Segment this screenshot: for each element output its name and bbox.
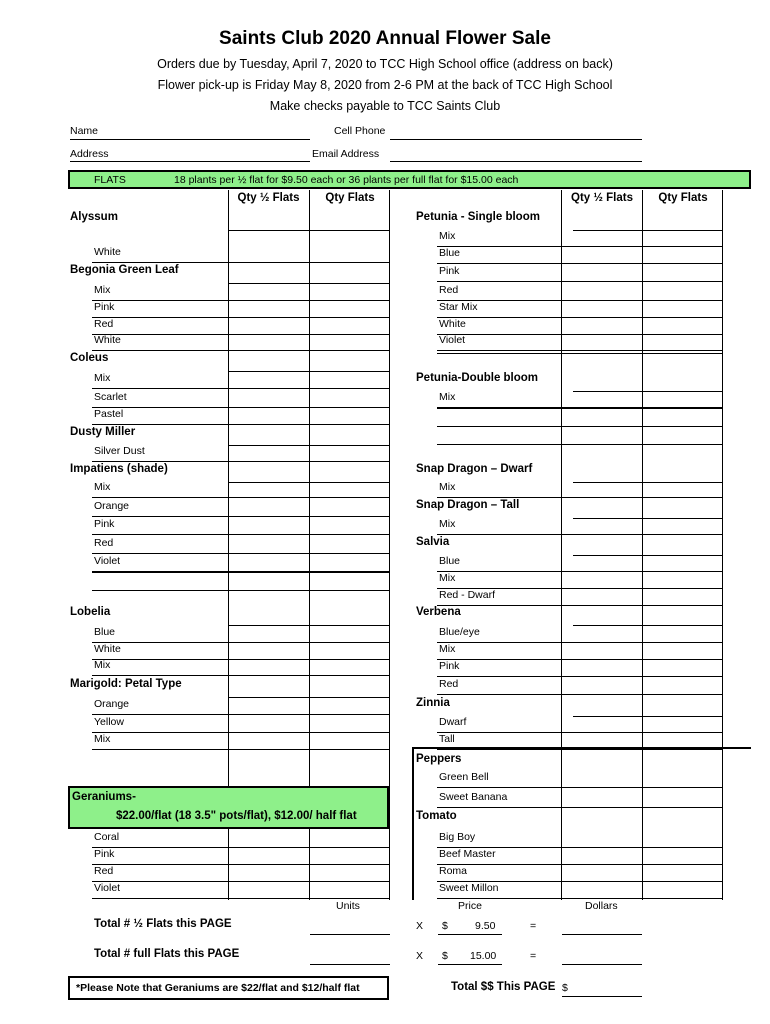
right-flower-item: Dwarf	[439, 716, 467, 728]
right-full-flats-header: Qty Flats	[658, 192, 708, 204]
right-flower-item: Blue/eye	[439, 626, 480, 638]
row-line	[92, 642, 390, 643]
full-price: 15.00	[470, 950, 497, 962]
left-flower-item: Violet	[94, 555, 121, 567]
vegetable-item: Sweet Banana	[439, 791, 508, 803]
row-line	[573, 555, 723, 556]
cell-phone-label: Cell Phone	[334, 125, 386, 137]
row-line	[92, 675, 390, 676]
flats-pricing-bar	[68, 170, 751, 189]
row-line	[92, 300, 390, 301]
vegetable-item: Roma	[439, 865, 468, 877]
right-flower-item: Mix	[439, 572, 456, 584]
left-flower-category: Impatiens (shade)	[70, 463, 168, 475]
left-flower-item: Pastel	[94, 408, 124, 420]
payment-info: Make checks payable to TCC Saints Club	[269, 99, 501, 113]
full-price-sign: $	[442, 950, 448, 962]
row-line	[92, 898, 390, 899]
row-line	[228, 283, 390, 284]
row-line	[437, 659, 723, 660]
left-flower-item: Pink	[94, 518, 115, 530]
total-half-flats-dollars[interactable]	[562, 934, 642, 935]
total-full-flats-dollars[interactable]	[562, 964, 642, 965]
left-flower-category: Alyssum	[70, 211, 118, 223]
row-line	[92, 516, 390, 517]
geranium-item: Coral	[94, 831, 120, 843]
right-flower-item: White	[439, 318, 466, 330]
page-title: Saints Club 2020 Annual Flower Sale	[219, 28, 551, 49]
right-flower-item: Mix	[439, 481, 456, 493]
left-flower-item: Scarlet	[94, 391, 127, 403]
left-flower-category: Begonia Green Leaf	[70, 264, 179, 276]
right-flower-item: Star Mix	[439, 301, 478, 313]
right-flower-category: Zinnia	[416, 697, 450, 709]
right-flower-item: Tall	[439, 733, 455, 745]
units-label: Units	[336, 900, 360, 912]
right-flower-category: Salvia	[416, 536, 450, 548]
right-flower-item: Pink	[439, 660, 460, 672]
right-flower-item: Blue	[439, 555, 461, 567]
pickup-info: Flower pick-up is Friday May 8, 2020 from 2-6 PM at the back of TCC High School	[157, 78, 613, 92]
row-line	[437, 787, 723, 788]
row-line	[92, 732, 390, 733]
row-line	[228, 230, 390, 231]
left-flower-category: Coleus	[70, 352, 109, 364]
page-total-sign: $	[562, 982, 568, 994]
vegetable-item: Sweet Millon	[439, 882, 499, 894]
right-flower-category: Verbena	[416, 606, 461, 618]
left-flower-category: Lobelia	[70, 606, 111, 618]
total-full-flats-units[interactable]	[310, 964, 390, 965]
row-line	[573, 230, 723, 231]
row-line	[92, 350, 390, 351]
blank-row-line	[437, 408, 723, 409]
half-price-sign: $	[442, 920, 448, 932]
row-line	[92, 317, 390, 318]
row-line	[92, 847, 390, 848]
right-flower-item: Red - Dwarf	[439, 589, 496, 601]
order-deadline: Orders due by Tuesday, April 7, 2020 to TCC High School office (address on back)	[157, 57, 613, 71]
row-line	[437, 334, 723, 335]
row-line	[437, 694, 723, 695]
geranium-item: Violet	[94, 882, 121, 894]
row-line	[92, 864, 390, 865]
row-line	[437, 281, 723, 282]
row-line	[573, 482, 723, 483]
left-flower-item: White	[94, 334, 121, 346]
vegetables-box	[412, 747, 751, 900]
half-price-underline	[438, 934, 502, 935]
left-full-flats-header: Qty Flats	[325, 192, 375, 204]
row-line	[92, 749, 390, 750]
row-line	[573, 625, 723, 626]
page-total-field[interactable]	[562, 996, 642, 997]
right-flower-category: Petunia - Single bloom	[416, 211, 540, 223]
row-line	[92, 262, 390, 263]
page-total-label: Total $$ This PAGE	[451, 981, 556, 993]
row-line	[437, 864, 723, 865]
geranium-note-text: *Please Note that Geraniums are $22/flat and $12/half flat	[76, 982, 360, 994]
right-flower-item: Violet	[439, 334, 466, 346]
row-line	[92, 497, 390, 498]
row-line	[437, 732, 723, 733]
geraniums-header	[68, 786, 389, 829]
row-line	[437, 350, 723, 351]
blank-row-line	[92, 572, 390, 573]
left-flower-item: White	[94, 643, 121, 655]
geranium-item: Pink	[94, 848, 115, 860]
full-price-underline	[438, 964, 502, 965]
left-flower-item: Red	[94, 318, 114, 330]
blank-row-line	[437, 426, 723, 427]
geranium-price-note	[68, 976, 389, 1000]
left-flower-item: Orange	[94, 698, 130, 710]
left-flower-item: Pink	[94, 301, 115, 313]
flats-pricing-text: 18 plants per ½ flat for $9.50 each or 36 plants per full flat for $15.00 each	[174, 174, 519, 186]
geranium-item: Red	[94, 865, 114, 877]
left-flower-item: Mix	[94, 372, 111, 384]
left-flower-item: Blue	[94, 626, 116, 638]
row-line	[92, 714, 390, 715]
row-line	[92, 334, 390, 335]
row-line	[228, 482, 390, 483]
full-x: X	[416, 950, 424, 962]
vegetable-item: Beef Master	[439, 848, 496, 860]
row-line	[228, 445, 390, 446]
row-line	[92, 659, 390, 660]
right-flower-category: Snap Dragon – Tall	[416, 499, 520, 511]
right-flower-category: Snap Dragon – Dwarf	[416, 463, 533, 475]
left-flower-item: Silver Dust	[94, 445, 145, 457]
row-line	[437, 300, 723, 301]
geraniums-price: $22.00/flat (18 3.5" pots/flat), $12.00/ half flat	[116, 810, 357, 822]
row-line	[573, 716, 723, 717]
right-flower-category: Petunia-Double bloom	[416, 372, 539, 384]
total-half-flats-units[interactable]	[310, 934, 390, 935]
dollars-label: Dollars	[585, 900, 618, 912]
row-line	[437, 317, 723, 318]
address-field[interactable]	[70, 161, 310, 162]
left-flower-item: Orange	[94, 500, 130, 512]
right-flower-item: Blue	[439, 247, 461, 259]
row-line	[573, 391, 723, 392]
row-line	[228, 697, 390, 698]
right-flower-item: Mix	[439, 391, 456, 403]
row-line	[437, 898, 723, 899]
row-line	[92, 424, 390, 425]
blank-row-line	[92, 590, 390, 591]
row-line	[92, 388, 390, 389]
left-flower-item: Mix	[94, 733, 111, 745]
right-half-flats-header: Qty ½ Flats	[571, 192, 633, 204]
left-flower-item: Yellow	[94, 716, 124, 728]
row-line	[92, 407, 390, 408]
row-line	[437, 534, 723, 535]
price-label: Price	[458, 900, 482, 912]
vegetable-item: Green Bell	[439, 771, 489, 783]
total-full-flats-label: Total # full Flats this PAGE	[94, 948, 240, 960]
left-half-flats-header: Qty ½ Flats	[237, 192, 300, 204]
row-line	[437, 676, 723, 677]
row-line	[228, 371, 390, 372]
half-equals: =	[530, 920, 537, 932]
left-flower-item: Mix	[94, 659, 111, 671]
full-equals: =	[530, 950, 537, 962]
vegetable-item: Big Boy	[439, 831, 476, 843]
name-field[interactable]	[70, 139, 310, 140]
row-line	[228, 625, 390, 626]
name-label: Name	[70, 125, 99, 137]
tomato-title: Tomato	[416, 810, 457, 822]
left-flower-item: Red	[94, 537, 114, 549]
half-price: 9.50	[475, 920, 496, 932]
left-flower-category: Marigold: Petal Type	[70, 678, 182, 690]
address-label: Address	[70, 148, 109, 160]
left-flower-category: Dusty Miller	[70, 426, 136, 438]
right-flower-item: Mix	[439, 518, 456, 530]
flats-label: FLATS	[94, 174, 126, 186]
blank-row-line	[437, 444, 723, 445]
email-field[interactable]	[390, 161, 642, 162]
row-line	[437, 497, 723, 498]
row-line	[437, 807, 723, 808]
row-line	[92, 881, 390, 882]
row-line	[92, 534, 390, 535]
right-flower-item: Red	[439, 284, 459, 296]
left-flower-item: Mix	[94, 284, 111, 296]
right-flower-item: Red	[439, 678, 459, 690]
left-flower-item: Mix	[94, 481, 111, 493]
row-line	[437, 571, 723, 572]
total-half-flats-label: Total # ½ Flats this PAGE	[94, 918, 232, 930]
row-line	[437, 263, 723, 264]
peppers-title: Peppers	[416, 753, 462, 765]
row-line	[92, 553, 390, 554]
row-line	[437, 605, 723, 606]
geraniums-title: Geraniums-	[72, 791, 136, 803]
blank-row-line	[437, 353, 723, 354]
right-flower-item: Mix	[439, 643, 456, 655]
row-line	[573, 518, 723, 519]
right-flower-item: Pink	[439, 265, 460, 277]
email-label: Email Address	[312, 148, 380, 160]
left-flower-item: White	[94, 246, 121, 258]
row-line	[437, 246, 723, 247]
right-flower-item: Mix	[439, 230, 456, 242]
row-line	[437, 642, 723, 643]
cell-phone-field[interactable]	[390, 139, 642, 140]
row-line	[92, 461, 390, 462]
half-x: X	[416, 920, 424, 932]
